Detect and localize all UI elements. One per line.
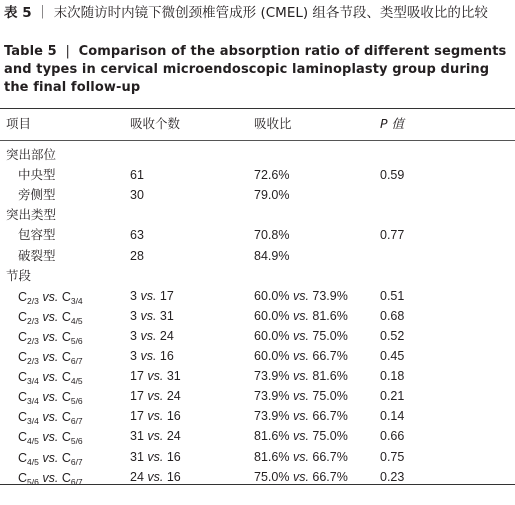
row-p-value: 0.23 xyxy=(380,469,405,484)
row-ratio: 75.0% vs. 66.7% xyxy=(254,469,348,484)
row-p-value: 0.68 xyxy=(380,308,405,323)
row-segment-comparison: $C_{3/4}$ vs. $C_{4/5}$ xyxy=(18,370,83,387)
row-ratio: 79.0% xyxy=(254,188,290,203)
row-p-value: 0.66 xyxy=(380,429,405,444)
row-count: 61 xyxy=(130,168,144,183)
header-count: 吸收个数 xyxy=(130,116,181,131)
row-segment-comparison: $C_{3/4}$ vs. $C_{5/6}$ xyxy=(18,390,83,407)
row-count: 30 xyxy=(130,188,144,203)
row-item: 破裂型 xyxy=(18,248,56,263)
group-title: 突出部位 xyxy=(6,148,57,162)
row-item: 包容型 xyxy=(18,228,56,243)
row-p-value: 0.45 xyxy=(380,349,405,363)
row-segment-comparison: $C_{2/3}$ vs. $C_{4/5}$ xyxy=(18,309,83,326)
row-count: 24 vs. 16 xyxy=(130,469,181,484)
row-p-value: 0.77 xyxy=(380,228,405,243)
row-ratio: 60.0% vs. 75.0% xyxy=(254,328,348,343)
row-count: 31 vs. 16 xyxy=(130,449,181,464)
row-segment-comparison: $C_{5/6}$ vs. $C_{6/7}$ xyxy=(18,470,83,487)
row-segment-comparison: $C_{4/5}$ vs. $C_{5/6}$ xyxy=(18,430,83,447)
row-count: 17 vs. 31 xyxy=(130,369,181,384)
row-p-value: 0.75 xyxy=(380,449,405,464)
row-p-value: 0.52 xyxy=(380,328,405,343)
row-count: 17 vs. 24 xyxy=(130,389,181,404)
row-count: 17 vs. 16 xyxy=(130,409,181,424)
row-ratio: 60.0% vs. 66.7% xyxy=(254,349,348,363)
row-count: 3 vs. 17 xyxy=(130,288,174,303)
group-title: 突出类型 xyxy=(6,208,57,223)
row-count: 31 vs. 24 xyxy=(130,429,181,444)
row-segment-comparison: $C_{4/5}$ vs. $C_{6/7}$ xyxy=(18,450,83,467)
row-ratio: 73.9% vs. 66.7% xyxy=(254,409,348,424)
row-count: 3 vs. 24 xyxy=(130,328,174,343)
table-title-english xyxy=(4,43,509,97)
row-ratio: 81.6% vs. 75.0% xyxy=(254,429,348,444)
row-ratio: 73.9% vs. 81.6% xyxy=(254,369,348,384)
row-p-value: 0.51 xyxy=(380,288,405,303)
table-label-en: Table 5 xyxy=(4,44,57,59)
row-count: 3 vs. 16 xyxy=(130,349,174,363)
row-ratio: 73.9% vs. 75.0% xyxy=(254,389,348,404)
row-segment-comparison: $C_{3/4}$ vs. $C_{6/7}$ xyxy=(18,410,83,427)
row-segment-comparison: $C_{2/3}$ vs. $C_{5/6}$ xyxy=(18,329,83,346)
row-item: 旁侧型 xyxy=(18,188,56,203)
row-count: 3 vs. 31 xyxy=(130,308,174,323)
header-item: 项目 xyxy=(6,116,32,131)
table-label-cn: 表 5 xyxy=(4,5,32,21)
row-ratio: 72.6% xyxy=(254,168,290,183)
row-segment-comparison: $C_{2/3}$ vs. $C_{3/4}$ xyxy=(18,289,83,306)
table-top-rule xyxy=(0,108,515,109)
group-title: 节段 xyxy=(6,268,32,283)
title-separator-en: | xyxy=(65,44,70,59)
row-p-value: 0.59 xyxy=(380,168,405,183)
row-ratio: 84.9% xyxy=(254,248,290,263)
header-rule xyxy=(0,140,515,141)
row-p-value: 0.21 xyxy=(380,389,405,404)
table-caption-cn: 末次随访时内镜下微创颈椎管成形 (CMEL) 组各节段、类型吸收比的比较 xyxy=(53,5,488,21)
row-p-value: 0.18 xyxy=(380,369,405,384)
row-count: 63 xyxy=(130,228,144,243)
row-p-value: 0.14 xyxy=(380,409,405,424)
table-bottom-rule xyxy=(0,484,515,485)
row-segment-comparison: $C_{2/3}$ vs. $C_{6/7}$ xyxy=(18,350,83,366)
row-count: 28 xyxy=(130,248,144,263)
table-title-chinese xyxy=(4,4,509,22)
table-caption-en: Comparison of the absorption ratio of different segments and types in cervical microendoscopic laminoplasty group during the final follow-up xyxy=(4,44,507,95)
row-item: 中央型 xyxy=(18,168,56,183)
header-ratio: 吸收比 xyxy=(254,116,292,131)
row-ratio: 81.6% vs. 66.7% xyxy=(254,449,348,464)
row-ratio: 60.0% vs. 73.9% xyxy=(254,288,348,303)
header-p-value: P 值 xyxy=(380,116,405,131)
row-ratio: 70.8% xyxy=(254,228,290,243)
title-separator: ｜ xyxy=(35,5,50,21)
row-ratio: 60.0% vs. 81.6% xyxy=(254,308,348,323)
